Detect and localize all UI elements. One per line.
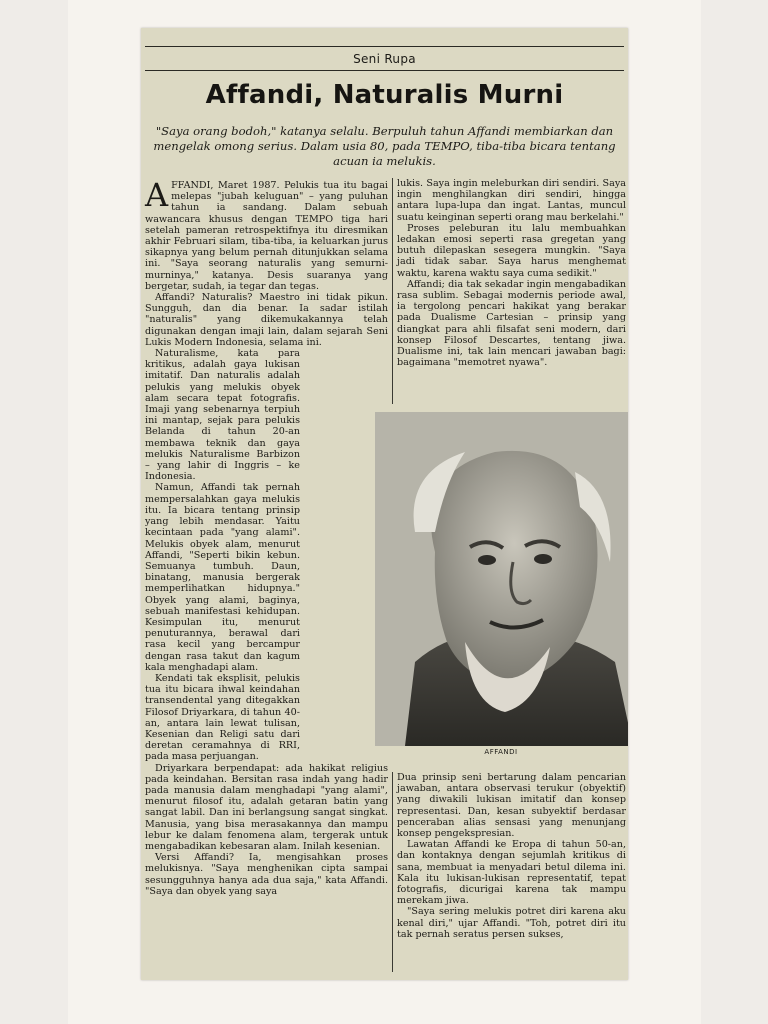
paragraph: Affandi; dia tak sekadar ingin mengabadikan rasa sublim. Sebagai modernis periode awal, ia tergolong pencari hakikat yang berakar pada Dualisme Cartesian – prinsip yang diangkat para ahli filsafat seni modern, dari konsep Filosof Descartes, tentang jiwa. Dualisme ini, tak lain mencari jawaban bagi: bagaimana "memotret nyawa". [397,278,626,369]
drop-cap: A [145,176,169,214]
right-column-top [397,178,626,368]
section-rubric: Seni Rupa [353,52,416,66]
paragraph: Affandi? Naturalis? Maestro ini tidak pikun. Sungguh, dan dia benar. Ia sadar istilah "naturalis" yang dikemukakannya telah digunakan dengan imaji lain, dalam sejarah Seni Lukis Modern Indonesia, selama ini. [145,292,388,348]
paragraph: Driyarkara berpendapat: ada hakikat religius pada keindahan. Bersitan rasa indah yang hadir pada manusia dalam menghadapi "yang alami", menurut filosof itu, adalah getaran batin yang sangat labil. Dan ini berlangsung sangat singkat. Manusia, yang bisa merasakannya dan mampu lebur ke dalam fenomena alam, tergerak untuk mengabadikan kebesaran alam. Inilah kesenian. [145,762,388,852]
headline: Affandi, Naturalis Murni [205,80,564,110]
column-rule [392,178,393,404]
paragraph: Proses peleburan itu lalu membuahkan ledakan emosi seperti rasa gregetan yang butuh dilepaskan sesegera mungkin. "Saya jadi tidak sabar. Saya harus menghemat waktu, karena waktu saya cuma sedikit." [397,222,626,279]
right-column-bottom [397,772,626,940]
paragraph: Dua prinsip seni bertarung dalam pencarian jawaban, antara observasi terukur (obyektif) yang diwakili lukisan imitatif dan konsep representasi. Dan, kesan subyektif berdasar penceraban alias sensasi yang menunjang konsep pengekspresian. [397,772,626,840]
column-rule [392,772,393,972]
rubric-top-rule [145,46,624,47]
deck-intro: "Saya orang bodoh," katanya selalu. Berpuluh tahun Affandi membiarkan dan mengelak omong serius. Dalam usia 80, pada TEMPO, tiba-tiba bicara tentang acuan ia melukis. [153,124,616,168]
paragraph: Versi Affandi? Ia, mengisahkan proses melukisnya. "Saya menghenikan cipta sampai sesungguhnya hanya ada dua saja," kata Affandi. "Saya dan obyek yang saya [145,852,388,897]
affandi-portrait-image [375,412,628,746]
portrait-photo [375,412,628,746]
rubric-bottom-rule [145,70,624,71]
photo-caption: AFFANDI [484,748,518,756]
paragraph: "Saya sering melukis potret diri karena aku kenal diri," ujar Affandi. "Toh, potret diri itu tak pernah seratus persen sukses, [397,906,626,940]
newspaper-clipping [141,28,628,980]
left-column [145,176,388,897]
paragraph: Lawatan Affandi ke Eropa di tahun 50-an, dan kontaknya dengan sejumlah kritikus di sana, membuat ia menyadari betul dilema ini. Kala itu lukisan-lukisan representatif, tepat fotografis, dicurigai karena tak mampu merekam jiwa. [397,839,626,907]
paragraph: Kendati tak eksplisit, pelukis tua itu bicara ihwal keindahan transendental yang ditegakkan Filosof Driyarkara, di tahun 40-an, antara lain lewat tulisan, Kesenian dan Religi satu dari deretan ceramahnya di RRI, pada masa perjuangan. [145,672,300,763]
paragraph: lukis. Saya ingin meleburkan diri sendiri. Saya ingin menghilangkan diri sendiri, hingga antara lupa-lupa dan ingat. Lantas, muncul suatu keinginan seperti orang mau berkelahi." [397,178,626,223]
paragraph: AFFANDI, Maret 1987. Pelukis tua itu bagai melepas "jubah keluguan" – yang puluhan tahun ia sandang. Dalam sebuah wawancara khusus dengan TEMPO tiga hari setelah pameran retrospektifnya itu diresmikan akhir Februari silam, tiba-tiba, ia keluarkan jurus sikapnya yang belum pernah ditunjukkan selama ini. "Saya seorang naturalis yang semurni-murninya," katanya. Desis suaranya yang bergetar, sudah, ia tegar dan tegas. [145,176,388,292]
paragraph: Namun, Affandi tak pernah mempersalahkan gaya melukis itu. Ia bicara tentang prinsip yang lebih mendasar. Yaitu kecintaan pada "yang alami". Melukis obyek alam, menurut Affandi, "Seperti bikin kebun. Semuanya tumbuh. Daun, binatang, manusia bergerak memperlihatkan hidupnya." Obyek yang alami, baginya, sebuah manifestasi kehidupan. Kesimpulan itu, menurut penuturannya, berawal dari rasa kecil yang bercampur dengan rasa takut dan kagum kala menghadapi alam. [145,482,300,673]
paragraph: Naturalisme, kata para kritikus, adalah gaya lukisan imitatif. Dan naturalis adalah pelukis yang melukis obyek alam secara tepat fotografis. Imaji yang sebenarnya terpiuh ini mantap, sejak para pelukis Belanda di tahun 20-an membawa teknik dan gaya melukis Naturalisme Barbizon – yang lahir di Inggris – ke Indonesia. [145,348,300,483]
